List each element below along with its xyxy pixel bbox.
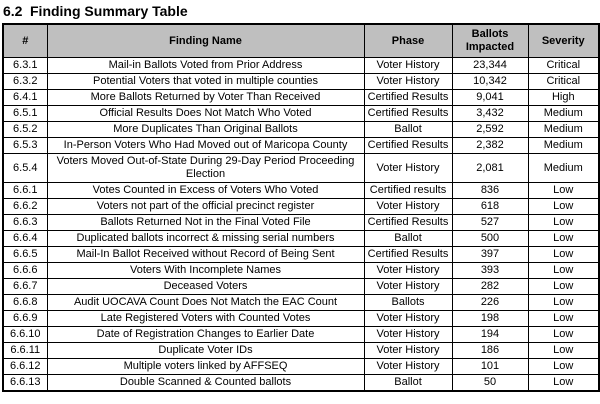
cell-severity: Critical: [528, 58, 599, 74]
cell-id: 6.6.7: [3, 279, 47, 295]
cell-phase: Certified Results: [364, 90, 452, 106]
cell-name: Double Scanned & Counted ballots: [47, 375, 364, 392]
header-cell-phase: Phase: [364, 24, 452, 58]
cell-phase: Voter History: [364, 263, 452, 279]
cell-name: Multiple voters linked by AFFSEQ: [47, 359, 364, 375]
table-row: [3, 138, 599, 154]
table-row: [3, 90, 599, 106]
page-title: [3, 3, 600, 19]
cell-id: 6.6.1: [3, 183, 47, 199]
cell-ballots: 500: [452, 231, 528, 247]
cell-phase: Voter History: [364, 343, 452, 359]
table-row: [3, 359, 599, 375]
cell-id: 6.6.3: [3, 215, 47, 231]
cell-severity: Medium: [528, 122, 599, 138]
table-row: [3, 327, 599, 343]
cell-id: 6.6.2: [3, 199, 47, 215]
cell-name: In-Person Voters Who Had Moved out of Maricopa County: [47, 138, 364, 154]
cell-id: 6.6.8: [3, 295, 47, 311]
cell-name: More Ballots Returned by Voter Than Received: [47, 90, 364, 106]
cell-severity: Low: [528, 231, 599, 247]
cell-name: Mail-In Ballot Received without Record of Being Sent: [47, 247, 364, 263]
cell-name: Voters Moved Out-of-State During 29-Day Period Proceeding Election: [47, 154, 364, 183]
cell-phase: Certified Results: [364, 138, 452, 154]
cell-severity: Low: [528, 199, 599, 215]
cell-name: Mail-in Ballots Voted from Prior Address: [47, 58, 364, 74]
table-row: [3, 279, 599, 295]
cell-severity: Low: [528, 375, 599, 392]
cell-severity: Low: [528, 247, 599, 263]
cell-name: Potential Voters that voted in multiple counties: [47, 74, 364, 90]
cell-name: Deceased Voters: [47, 279, 364, 295]
cell-phase: Voter History: [364, 327, 452, 343]
cell-id: 6.5.3: [3, 138, 47, 154]
cell-name: Votes Counted in Excess of Voters Who Voted: [47, 183, 364, 199]
cell-severity: Low: [528, 343, 599, 359]
cell-ballots: 282: [452, 279, 528, 295]
cell-severity: High: [528, 90, 599, 106]
table-row: [3, 375, 599, 392]
table-row: [3, 74, 599, 90]
cell-ballots: 397: [452, 247, 528, 263]
cell-ballots: 23,344: [452, 58, 528, 74]
table-row: [3, 263, 599, 279]
cell-severity: Low: [528, 263, 599, 279]
cell-name: Official Results Does Not Match Who Voted: [47, 106, 364, 122]
cell-ballots: 101: [452, 359, 528, 375]
table-row: [3, 122, 599, 138]
cell-phase: Voter History: [364, 154, 452, 183]
cell-severity: Medium: [528, 154, 599, 183]
cell-severity: Low: [528, 295, 599, 311]
cell-id: 6.6.13: [3, 375, 47, 392]
header-cell-severity: Severity: [528, 24, 599, 58]
cell-name: Late Registered Voters with Counted Votes: [47, 311, 364, 327]
cell-ballots: 2,592: [452, 122, 528, 138]
cell-ballots: 194: [452, 327, 528, 343]
cell-id: 6.6.6: [3, 263, 47, 279]
cell-severity: Low: [528, 215, 599, 231]
cell-phase: Certified Results: [364, 106, 452, 122]
cell-phase: Certified results: [364, 183, 452, 199]
table-row: [3, 295, 599, 311]
table-row: [3, 199, 599, 215]
cell-ballots: 618: [452, 199, 528, 215]
cell-name: Duplicated ballots incorrect & missing serial numbers: [47, 231, 364, 247]
table-row: [3, 154, 599, 183]
cell-phase: Voter History: [364, 279, 452, 295]
cell-name: Voters With Incomplete Names: [47, 263, 364, 279]
cell-name: Ballots Returned Not in the Final Voted File: [47, 215, 364, 231]
cell-name: Voters not part of the official precinct register: [47, 199, 364, 215]
cell-ballots: 527: [452, 215, 528, 231]
cell-id: 6.3.2: [3, 74, 47, 90]
cell-ballots: 9,041: [452, 90, 528, 106]
table-row: [3, 343, 599, 359]
cell-phase: Voter History: [364, 74, 452, 90]
cell-name: Audit UOCAVA Count Does Not Match the EAC Count: [47, 295, 364, 311]
header-cell-ballots: Ballots Impacted: [452, 24, 528, 58]
cell-severity: Low: [528, 327, 599, 343]
cell-id: 6.5.2: [3, 122, 47, 138]
cell-phase: Ballot: [364, 122, 452, 138]
cell-id: 6.5.4: [3, 154, 47, 183]
table-row: [3, 311, 599, 327]
cell-ballots: 50: [452, 375, 528, 392]
cell-ballots: 226: [452, 295, 528, 311]
cell-name: Date of Registration Changes to Earlier Date: [47, 327, 364, 343]
cell-phase: Ballots: [364, 295, 452, 311]
cell-ballots: 393: [452, 263, 528, 279]
cell-severity: Low: [528, 183, 599, 199]
header-cell-finding: Finding Name: [47, 24, 364, 58]
table-row: [3, 247, 599, 263]
table-row: [3, 58, 599, 74]
cell-id: 6.6.4: [3, 231, 47, 247]
cell-severity: Medium: [528, 106, 599, 122]
cell-phase: Certified Results: [364, 215, 452, 231]
cell-ballots: 2,081: [452, 154, 528, 183]
cell-id: 6.6.5: [3, 247, 47, 263]
cell-id: 6.4.1: [3, 90, 47, 106]
cell-severity: Medium: [528, 138, 599, 154]
cell-phase: Voter History: [364, 199, 452, 215]
header-cell-number: #: [3, 24, 47, 58]
cell-id: 6.6.12: [3, 359, 47, 375]
cell-ballots: 3,432: [452, 106, 528, 122]
cell-severity: Low: [528, 279, 599, 295]
cell-phase: Voter History: [364, 58, 452, 74]
cell-id: 6.6.9: [3, 311, 47, 327]
cell-phase: Voter History: [364, 311, 452, 327]
table-body: [3, 58, 599, 392]
table-header-row: [3, 24, 599, 58]
table-row: [3, 106, 599, 122]
cell-ballots: 198: [452, 311, 528, 327]
cell-severity: Critical: [528, 74, 599, 90]
cell-ballots: 836: [452, 183, 528, 199]
finding-summary-table: [2, 23, 600, 392]
cell-name: More Duplicates Than Original Ballots: [47, 122, 364, 138]
cell-id: 6.6.11: [3, 343, 47, 359]
cell-id: 6.3.1: [3, 58, 47, 74]
cell-ballots: 186: [452, 343, 528, 359]
cell-phase: Ballot: [364, 375, 452, 392]
cell-phase: Voter History: [364, 359, 452, 375]
cell-id: 6.5.1: [3, 106, 47, 122]
cell-ballots: 2,382: [452, 138, 528, 154]
table-row: [3, 183, 599, 199]
cell-name: Duplicate Voter IDs: [47, 343, 364, 359]
section-number: 6.2: [3, 3, 23, 19]
table-row: [3, 215, 599, 231]
page-title-text: Finding Summary Table: [30, 3, 188, 19]
cell-severity: Low: [528, 359, 599, 375]
cell-ballots: 10,342: [452, 74, 528, 90]
cell-id: 6.6.10: [3, 327, 47, 343]
cell-phase: Certified Results: [364, 247, 452, 263]
cell-phase: Ballot: [364, 231, 452, 247]
cell-severity: Low: [528, 311, 599, 327]
table-row: [3, 231, 599, 247]
